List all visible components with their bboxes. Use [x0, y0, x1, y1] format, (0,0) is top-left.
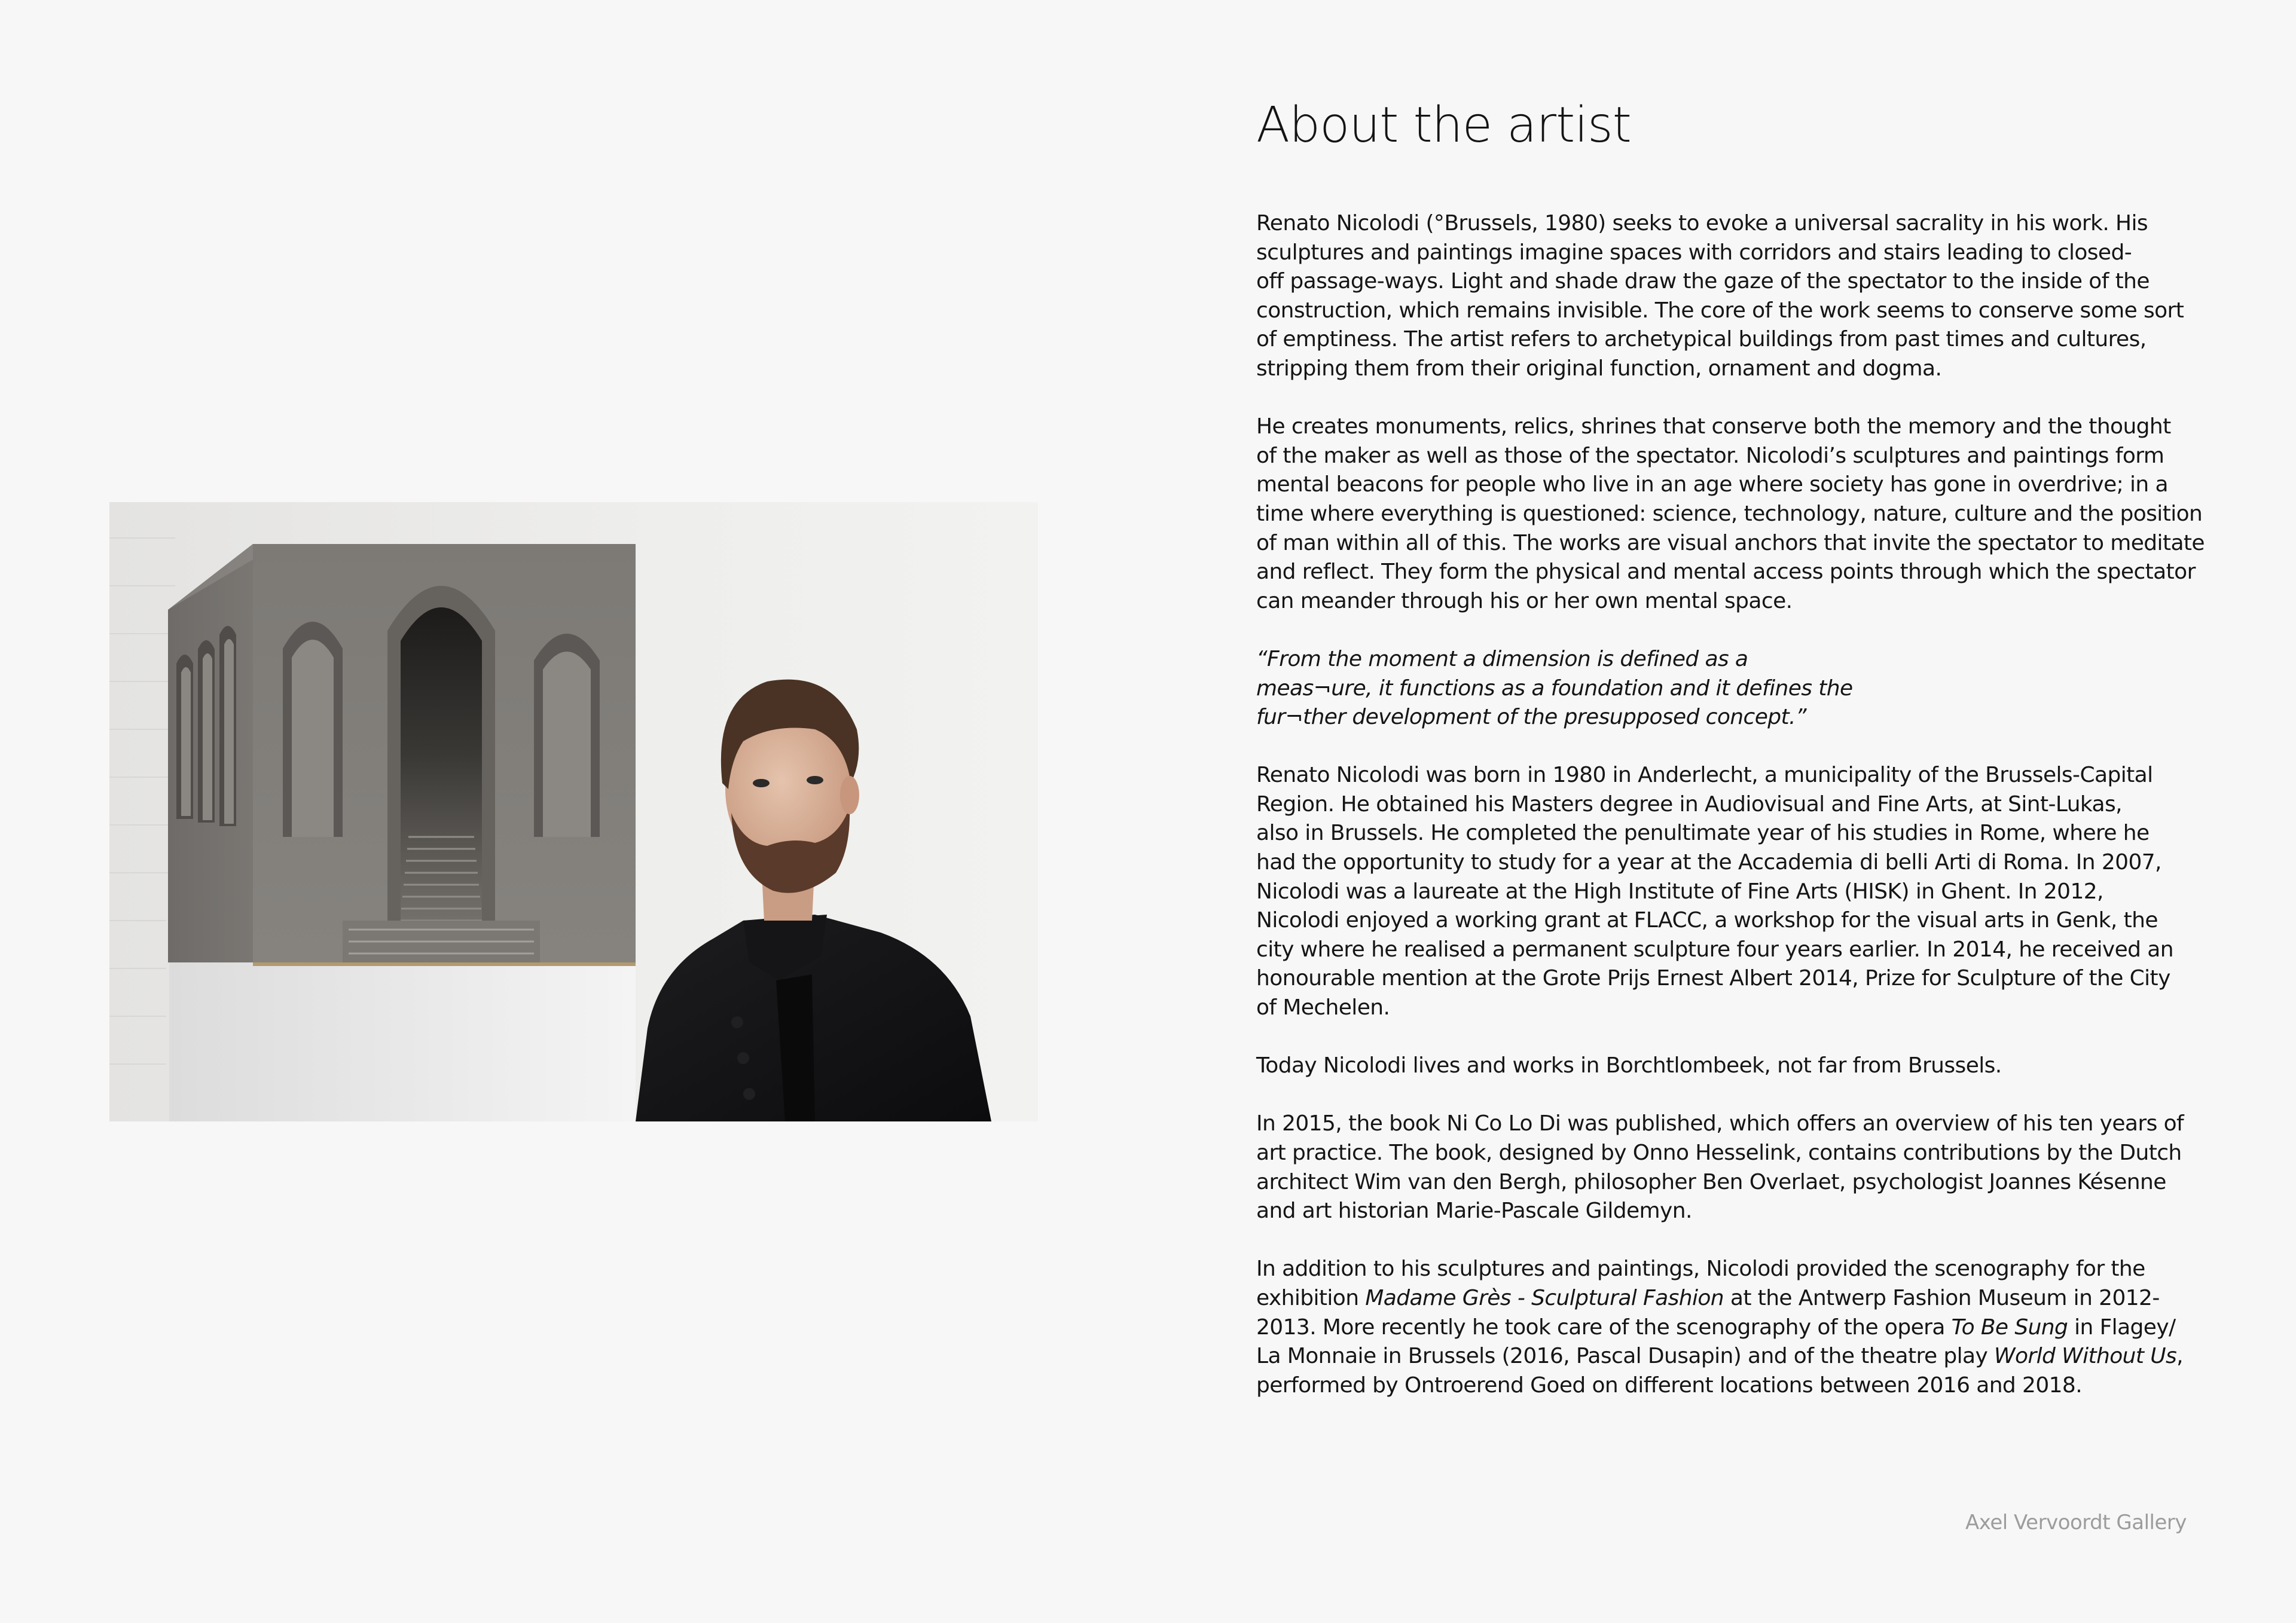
quote [1256, 645, 2189, 732]
quote-line: fur¬ther development of the presupposed concept.” [1256, 705, 1806, 730]
text-line: had the opportunity to study for a year at the Accademia di belli Arti di Roma. In 2007, [1256, 850, 2161, 875]
text-line [1256, 1342, 2189, 1371]
text-line: of emptiness. The artist refers to archetypical buildings from past times and cultures, [1256, 327, 2147, 352]
text-line: Today Nicolodi lives and works in Borchtlombeek, not far from Brussels. [1256, 1053, 2002, 1078]
text-line: construction, which remains invisible. The core of the work seems to conserve some sort [1256, 298, 2184, 323]
page-title: About the artist [1256, 97, 1631, 154]
text-line: sculptures and paintings imagine spaces with corridors and stairs leading to closed- [1256, 240, 2132, 265]
paragraph-scenography [1256, 1255, 2189, 1400]
text-line: mental beacons for people who live in an age where society has gone in overdrive; in a [1256, 472, 2168, 497]
text-fragment: La Monnaie in Brussels (2016, Pascal Dusapin) and of the theatre play [1256, 1344, 1994, 1369]
text-line: off passage-ways. Light and shade draw the gaze of the spectator to the inside of the [1256, 269, 2150, 294]
body-text [1256, 209, 2205, 1429]
paragraph-book [1256, 1109, 2189, 1225]
text-line: also in Brussels. He completed the penultimate year of his studies in Rome, where he [1256, 821, 2150, 846]
text-line: Renato Nicolodi was born in 1980 in Anderlecht, a municipality of the Brussels-Capital [1256, 763, 2153, 788]
artist-photo [109, 502, 1038, 1121]
text-fragment: , [2176, 1344, 2183, 1369]
opera-title: To Be Sung [1951, 1315, 2068, 1340]
text-line: stripping them from their original function, ornament and dogma. [1256, 356, 1942, 381]
text-line: of the maker as well as those of the spectator. Nicolodi’s sculptures and paintings form [1256, 443, 2164, 468]
text-line [1256, 1313, 2189, 1343]
text-line: time where everything is questioned: science, technology, nature, culture and the position [1256, 501, 2203, 526]
text-line: Renato Nicolodi (°Brussels, 1980) seeks to evoke a universal sacrality in his work. His [1256, 211, 2148, 236]
paragraph-monuments [1256, 412, 2205, 616]
text-line: and art historian Marie-Pascale Gildemyn. [1256, 1199, 1692, 1224]
text-line: performed by Ontroerend Goed on different locations between 2016 and 2018. [1256, 1373, 2083, 1398]
paragraph-biography [1256, 761, 2189, 1022]
text-line: Nicolodi enjoyed a working grant at FLACC, a workshop for the visual arts in Genk, the [1256, 908, 2158, 933]
paragraph-residence [1256, 1052, 2189, 1081]
text-line: In 2015, the book Ni Co Lo Di was published, which offers an overview of his ten years of [1256, 1111, 2184, 1136]
text-line: honourable mention at the Grote Prijs Ernest Albert 2014, Prize for Sculpture of the City [1256, 966, 2170, 991]
text-line: Region. He obtained his Masters degree in Audiovisual and Fine Arts, at Sint-Lukas, [1256, 791, 2122, 817]
text-fragment: at the Antwerp Fashion Museum in 2012- [1724, 1285, 2160, 1310]
paragraph-intro [1256, 209, 2189, 384]
text-fragment: exhibition [1256, 1285, 1366, 1310]
text-line: of Mechelen. [1256, 995, 1390, 1020]
text-fragment: in Flagey/ [2068, 1315, 2176, 1340]
text-line: and reflect. They form the physical and mental access points through which the spectator [1256, 560, 2196, 585]
text-line: of man within all of this. The works are visual anchors that invite the spectator to meditate [1256, 530, 2205, 555]
text-line: city where he realised a permanent sculpture four years earlier. In 2014, he received an [1256, 937, 2173, 962]
text-line: Nicolodi was a laureate at the High Institute of Fine Arts (HISK) in Ghent. In 2012, [1256, 879, 2103, 904]
exhibition-title: Madame Grès - Sculptural Fashion [1365, 1285, 1724, 1310]
text-line: In addition to his sculptures and paintings, Nicolodi provided the scenography for the [1256, 1257, 2145, 1282]
artist-with-sculpture-image [109, 502, 1038, 1121]
text-line: can meander through his or her own mental space. [1256, 588, 1793, 613]
text-line: He creates monuments, relics, shrines that conserve both the memory and the thought [1256, 414, 2171, 439]
text-fragment: 2013. More recently he took care of the scenography of the opera [1256, 1315, 1952, 1340]
text-line [1256, 1284, 2189, 1313]
quote-line: meas¬ure, it functions as a foundation and it defines the [1256, 676, 1853, 701]
gallery-footer: Axel Vervoordt Gallery [1965, 1511, 2187, 1535]
text-line: architect Wim van den Bergh, philosopher Ben Overlaet, psychologist Joannes Késenne [1256, 1169, 2166, 1194]
text-line: art practice. The book, designed by Onno Hesselink, contains contributions by the Dutch [1256, 1141, 2182, 1165]
quote-line: “From the moment a dimension is defined as a [1256, 646, 1748, 671]
play-title: World Without Us [1994, 1344, 2177, 1369]
